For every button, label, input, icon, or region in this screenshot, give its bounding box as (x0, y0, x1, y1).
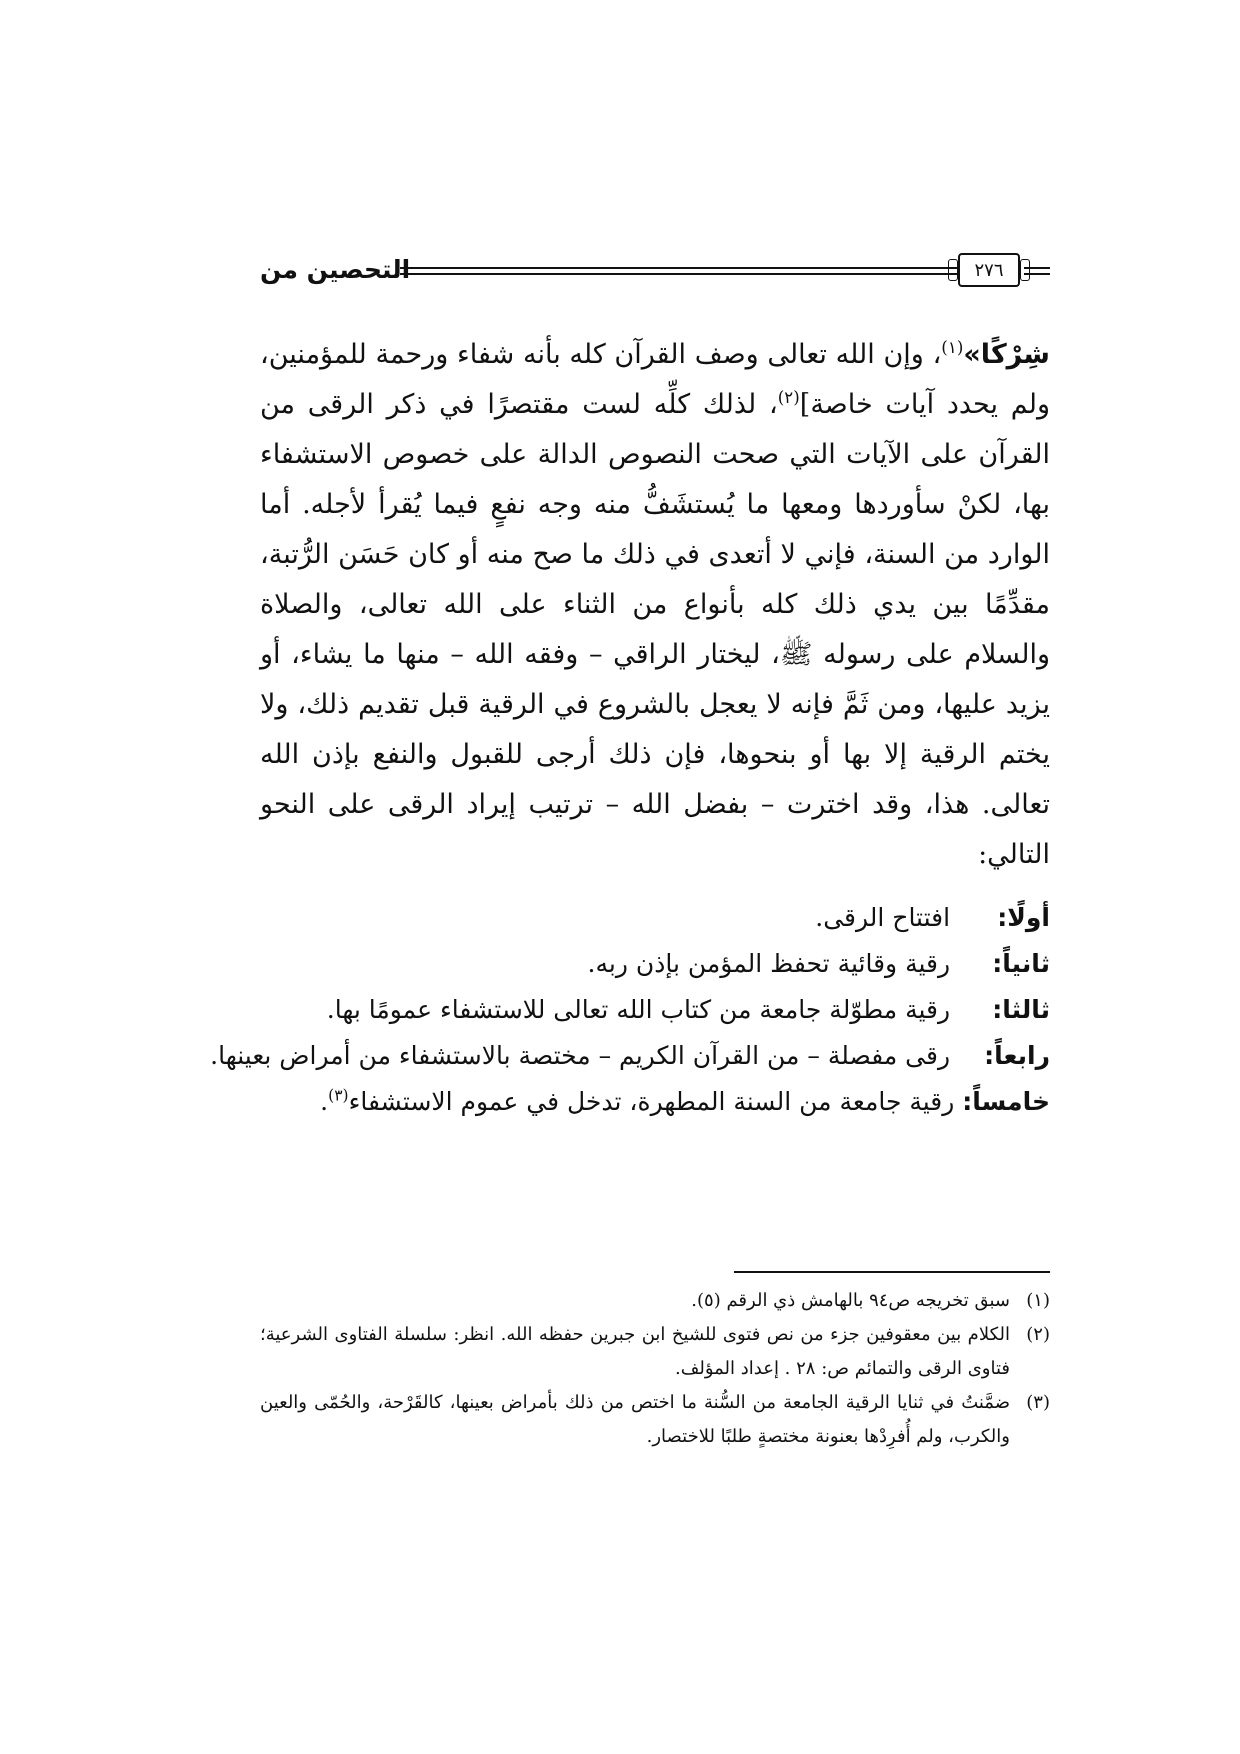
footnotes (260, 1284, 1050, 1454)
list-text-end: . (320, 1087, 329, 1116)
footnote-ref: (١) (941, 337, 964, 357)
footnote-text: سبق تخريجه ص٩٤ بالهامش ذي الرقم (٥). (691, 1290, 1010, 1311)
footnote (260, 1318, 1050, 1386)
footnote-text: ضمَّنتُ في ثنايا الرقية الجامعة من السُّنة ما اختص من ذلك بأمراض بعينها، كالقَرْحة، والحُمّى والعين والكرب، ولم أُفرِدْها بعنونة مختصةٍ طلبًا للاختصار. (260, 1392, 1010, 1447)
list-item (210, 1033, 1050, 1079)
list-label: رابعاً: (984, 1041, 1050, 1070)
footnote (260, 1386, 1050, 1454)
header-rule-right (1024, 267, 1050, 275)
list-item (260, 1079, 1050, 1125)
list-text: رقية مطوّلة جامعة من كتاب الله تعالى للاستشفاء عمومًا بها. (326, 995, 951, 1024)
footnote-text: الكلام بين معقوفين جزء من نص فتوى للشيخ ابن جبرين حفظه الله. انظر: سلسلة الفتاوى الشرعية؛ فتاوى الرقى والتمائم ص: ٢٨ . إعداد المؤلف. (260, 1324, 1010, 1379)
header-rule (400, 267, 964, 275)
footnote-ref: (٣) (328, 1086, 349, 1105)
list-label: أولًا: (997, 903, 1050, 932)
list-text: رقية جامعة من السنة المطهرة، تدخل في عموم الاستشفاء (348, 1087, 955, 1116)
main-text (260, 330, 1050, 880)
footnote-ref: (٢) (777, 387, 800, 407)
list-item (260, 941, 1050, 987)
list-item (260, 895, 1050, 941)
paragraph-text: ، لذلك كلِّه لست مقتصرًا في ذكر الرقى من القرآن على الآيات التي صحت النصوص الدالة على خصوص الاستشفاء بها، لكنْ سأوردها ومعها ما يُستشَفُّ منه وجه نفعٍ فيما يُقرأ لأجله. أما الوارد من السنة، فإني لا أتعدى في ذلك ما صح منه أو كان حَسَن الرُّتبة، مقدِّمًا بين يدي ذلك كله بأنواع من الثناء على الله تعالى، والصلاة والسلام على رسوله ﷺ، ليختار الراقي – وفقه الله – منها ما يشاء، أو يزيد عليها، ومن ثَمَّ فإنه لا يعجل بالشروع في الرقية قبل تقديم ذلك، ولا يختم الرقية إلا بها أو بنحوها، فإن ذلك أرجى للقبول والنفع بإذن الله تعالى. هذا، وقد اخترت – بفضل الله – ترتيب إيراد الرقى على النحو التالي: (260, 389, 1050, 870)
paragraph (260, 330, 1050, 880)
page-header (260, 253, 1050, 297)
page-number: ٢٧٦ (958, 253, 1020, 287)
footnote-number: (٣) (1026, 1392, 1050, 1413)
list-item (260, 987, 1050, 1033)
footnote-number: (٢) (1026, 1324, 1050, 1345)
paragraph-text: ، وإن الله تعالى وصف القرآن كله بأنه شفاء ورحمة للمؤمنين، ولم يحدد آيات خاصة] (260, 339, 1050, 420)
list-text: رقى مفصلة – من القرآن الكريم – مختصة بالاستشفاء من أمراض بعينها. (210, 1041, 951, 1070)
quote-end: شِرْكًا» (963, 339, 1050, 370)
list-text: افتتاح الرقى. (815, 903, 951, 932)
list-label: ثانياً: (992, 949, 1050, 978)
ordered-list (210, 895, 1050, 1125)
list-label: خامساً: (962, 1087, 1050, 1116)
list-label: ثالثا: (992, 995, 1050, 1024)
footnote (260, 1284, 1050, 1318)
footnote-number: (١) (1026, 1290, 1050, 1311)
running-title: التحصين من (260, 255, 411, 284)
footnote-separator (734, 1271, 1050, 1273)
list-text: رقية وقائية تحفظ المؤمن بإذن ربه. (587, 949, 951, 978)
